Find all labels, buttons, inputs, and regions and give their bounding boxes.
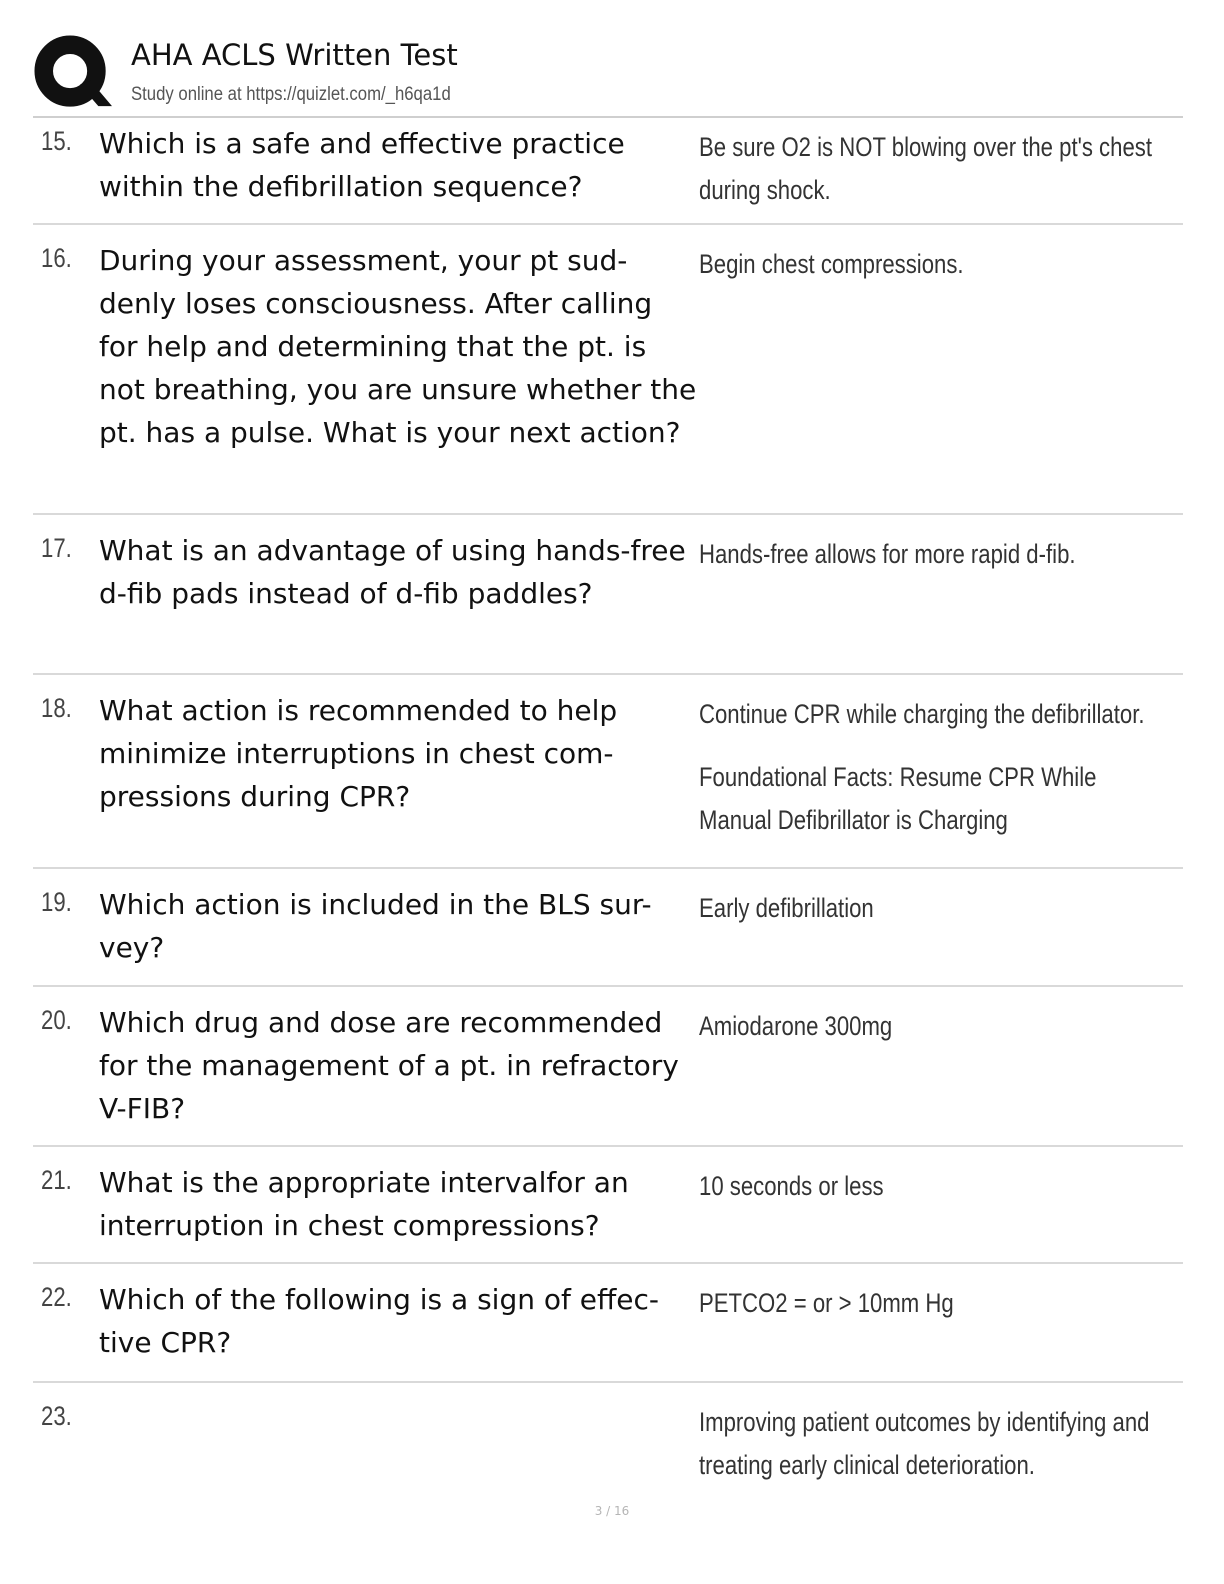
flashcard-19 [33,879,1183,987]
flashcard-21 [33,1157,1183,1264]
card-number: 17. [41,533,72,563]
card-answer [699,1282,1158,1325]
card-number: 23. [41,1401,72,1431]
flashcard-18 [33,685,1183,869]
card-answer [699,693,1158,842]
card-question: What is the appropriate intervalfor an interruption in chest compressions? [99,1166,629,1242]
card-number: 15. [41,126,72,156]
page-number: 3 / 16 [594,1504,630,1518]
answer-text: Foundational Facts: Resume CPR While Manual Defibrillator is Charging [699,762,1097,835]
flashcard-17 [33,525,1183,675]
flashcard-22 [33,1274,1183,1383]
study-online-link[interactable]: Study online at https://quizlet.com/_h6qa1d [131,84,451,105]
answer-text: Begin chest compressions. [699,249,964,279]
card-question: Which of the following is a sign of effec-tive CPR? [99,1283,660,1359]
flashcard-16 [33,235,1183,515]
card-question: What action is recommended to help minimize interruptions in chest com-pressions during CPR? [99,694,618,813]
card-question: Which action is included in the BLS sur-vey? [99,888,652,964]
answer-text: Be sure O2 is NOT blowing over the pt's chest during shock. [699,132,1152,205]
card-question: Which is a safe and effective practice within the defibrillation sequence? [99,127,625,203]
card-question: What is an advantage of using hands-free d-fib pads instead of d-fib paddles? [99,534,686,610]
card-number: 22. [41,1282,72,1312]
card-answer [699,126,1158,212]
page-header [34,34,1184,114]
answer-text: Hands-free allows for more rapid d-fib. [699,539,1076,569]
card-number: 18. [41,693,72,723]
card-number: 21. [41,1165,72,1195]
answer-text: Amiodarone 300mg [699,1011,893,1041]
document-title: AHA ACLS Written Test [131,38,458,72]
card-answer [699,887,1158,930]
card-number: 19. [41,887,72,917]
answer-text: Continue CPR while charging the defibrillator. [699,699,1145,729]
card-answer [699,1005,1158,1048]
card-answer [699,533,1158,576]
card-question: During your assessment, your pt sud-denly loses consciousness. After calling for help and determining that the pt. is not breathing, you are unsure whether the pt. has a pulse. What is your next action? [99,244,697,449]
answer-text: PETCO2 = or > 10mm Hg [699,1288,954,1318]
flashcard-23 [33,1393,1183,1493]
flashcard-20 [33,997,1183,1147]
card-number: 20. [41,1005,72,1035]
card-question: Which drug and dose are recommended for the management of a pt. in refractory V-FIB? [99,1006,679,1125]
card-number: 16. [41,243,72,273]
card-answer [699,1401,1158,1487]
answer-text: 10 seconds or less [699,1171,884,1201]
answer-text: Early defibrillation [699,893,874,923]
card-answer [699,243,1158,286]
quizlet-logo-icon [34,34,112,112]
answer-text: Improving patient outcomes by identifying and treating early clinical deterioration. [699,1407,1150,1480]
flashcard-15 [33,118,1183,225]
card-answer [699,1165,1158,1208]
